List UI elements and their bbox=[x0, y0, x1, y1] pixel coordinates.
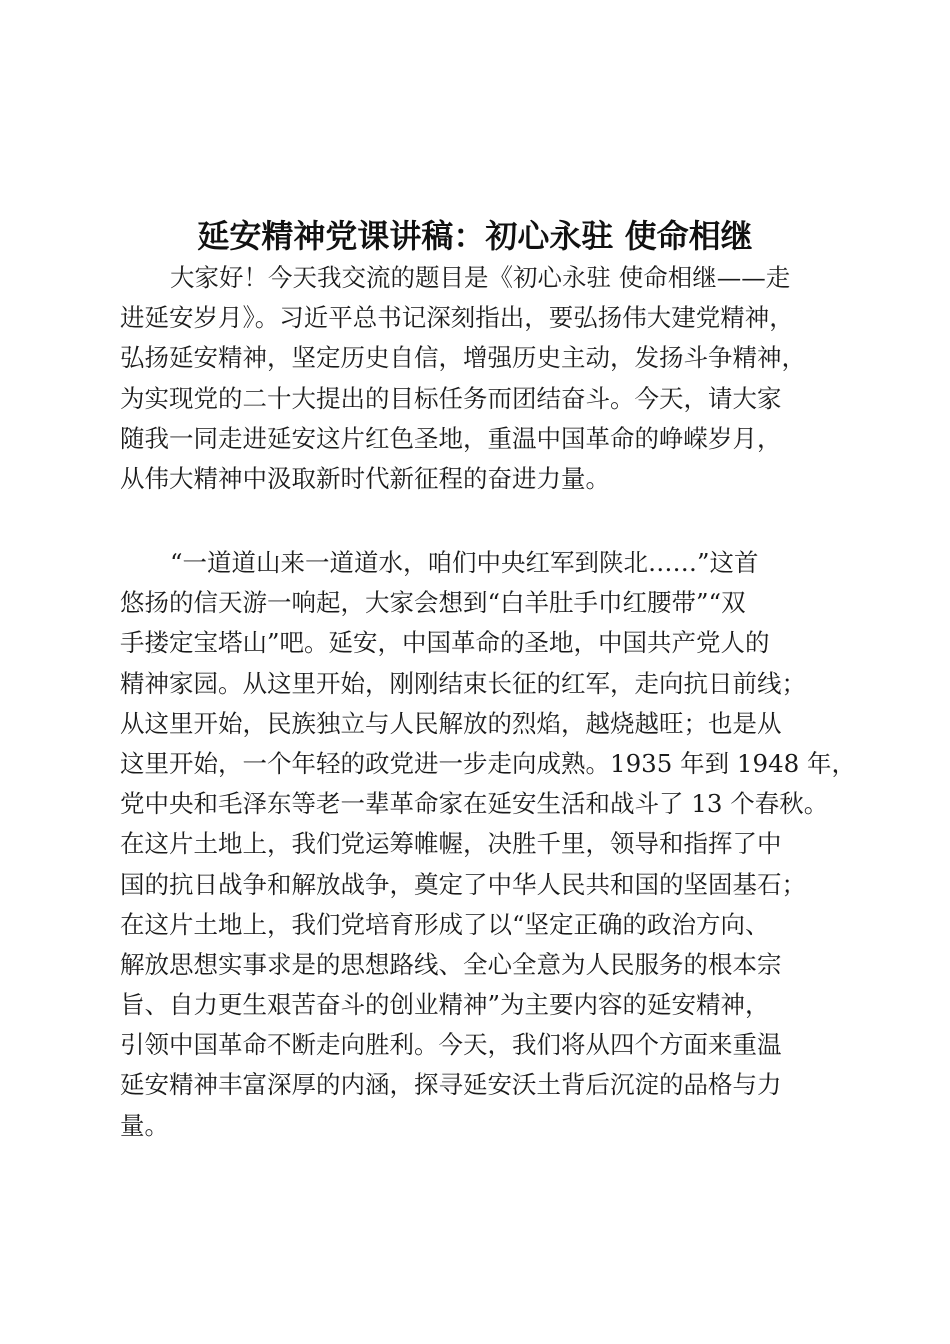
text-line: 弘扬延安精神，坚定历史自信，增强历史主动，发扬斗争精神， bbox=[120, 343, 806, 373]
text-line: 精神家园。从这里开始，刚刚结束长征的红军，走向抗日前线； bbox=[120, 668, 806, 698]
text-line: 党中央和毛泽东等老一辈革命家在延安生活和战斗了 13 个春秋。 bbox=[120, 789, 829, 819]
text-line: 在这片土地上，我们党运筹帷幄，决胜千里，领导和指挥了中 bbox=[120, 829, 782, 859]
document-title: 延安精神党课讲稿：初心永驻 使命相继 bbox=[197, 217, 753, 255]
text-line: 这里开始，一个年轻的政党进一步走向成熟。1935 年到 1948 年， bbox=[120, 748, 857, 778]
text-line: 解放思想实事求是的思想路线、全心全意为人民服务的根本宗 bbox=[120, 949, 782, 979]
text-line: 在这片土地上，我们党培育形成了以“坚定正确的政治方向、 bbox=[120, 909, 770, 939]
text-line: 量。 bbox=[120, 1110, 169, 1140]
text-line: 随我一同走进延安这片红色圣地，重温中国革命的峥嵘岁月， bbox=[120, 423, 782, 453]
text-line: 延安精神丰富深厚的内涵，探寻延安沃土背后沉淀的品格与力 bbox=[120, 1070, 782, 1100]
text-line: 从这里开始，民族独立与人民解放的烈焰，越烧越旺；也是从 bbox=[120, 708, 782, 738]
text-line: 国的抗日战争和解放战争，奠定了中华人民共和国的坚固基石； bbox=[120, 869, 806, 899]
paragraph-intro bbox=[120, 258, 840, 499]
text-line: 大家好！今天我交流的题目是《初心永驻 使命相继——走 bbox=[170, 263, 791, 292]
text-line: 引领中国革命不断走向胜利。今天，我们将从四个方面来重温 bbox=[120, 1030, 782, 1060]
text-line: “一道道山来一道道水，咱们中央红军到陕北……”这首 bbox=[170, 548, 759, 577]
text-line: 手搂定宝塔山”吧。延安，中国革命的圣地，中国共产党人的 bbox=[120, 628, 770, 658]
text-line: 从伟大精神中汲取新时代新征程的奋进力量。 bbox=[120, 463, 610, 493]
text-line: 悠扬的信天游一响起，大家会想到“白羊肚手巾红腰带”“双 bbox=[120, 588, 746, 618]
paragraph-yanan bbox=[120, 543, 857, 1146]
text-line: 旨、自力更生艰苦奋斗的创业精神”为主要内容的延安精神， bbox=[120, 990, 770, 1020]
text-line: 为实现党的二十大提出的目标任务而团结奋斗。今天，请大家 bbox=[120, 383, 782, 413]
text-line: 进延安岁月》。习近平总书记深刻指出，要弘扬伟大建党精神， bbox=[120, 303, 794, 333]
